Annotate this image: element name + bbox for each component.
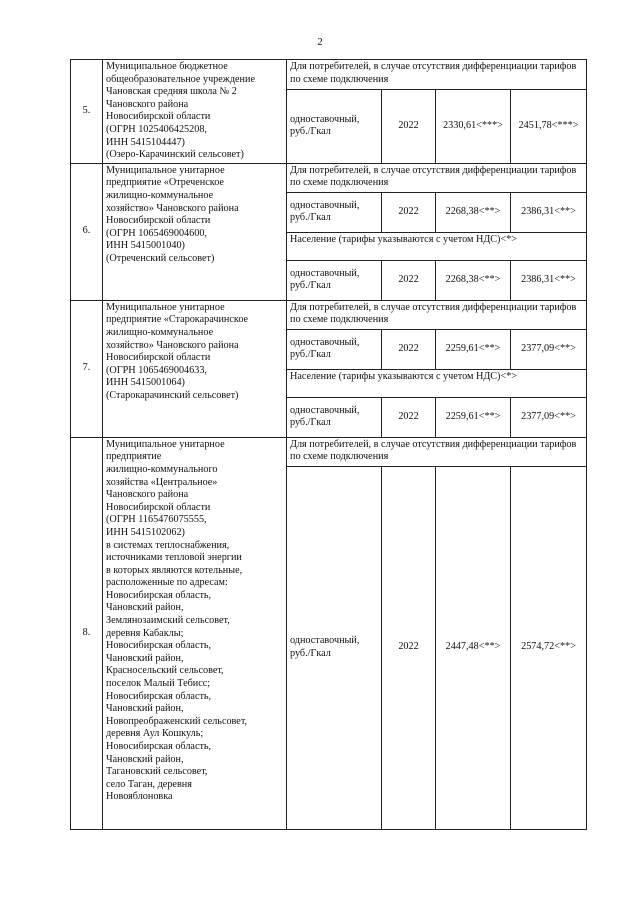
tariff-table (70, 59, 587, 830)
tariff-value-cell: 2259,61<**> (436, 397, 511, 437)
tariff-value-cell: 2574,72<**> (511, 466, 587, 829)
table-row (71, 163, 587, 192)
tariff-value-cell: 2451,78<***> (511, 89, 587, 163)
tariff-value-cell: 2386,31<**> (511, 260, 587, 300)
table-row (71, 300, 587, 329)
tariff-value-cell: 2330,61<***> (436, 89, 511, 163)
organization-cell: Муниципальное унитарное предприятие «Отреченское жилищно-коммунальное хозяйство» Чановского района Новосибирской области (ОГРН 1065469004600, ИНН 5415001040) (Отреченский сельсовет) (103, 163, 287, 300)
tariff-value-cell: 2377,09<**> (511, 329, 587, 369)
tariff-type-cell: одноставочный, руб./Гкал (287, 192, 382, 232)
population-group-cell: Население (тарифы указываются с учетом НДС)<*> (287, 369, 587, 397)
tariff-value-cell: 2386,31<**> (511, 192, 587, 232)
tariff-value-cell: 2377,09<**> (511, 397, 587, 437)
page-number: 2 (317, 36, 323, 48)
table-row (71, 60, 587, 90)
organization-cell: Муниципальное унитарное предприятие «Старокарачинское жилищно-коммунальное хозяйство» Чановского района Новосибирской области (ОГРН 1065469004633, ИНН 5415001064) (Старокарачинский сельсовет) (103, 300, 287, 437)
tariff-type-cell: одноставочный, руб./Гкал (287, 260, 382, 300)
year-cell: 2022 (382, 89, 436, 163)
consumer-group-cell: Для потребителей, в случае отсутствия дифференциации тарифов по схеме подключения (287, 300, 587, 329)
consumer-group-cell: Для потребителей, в случае отсутствия дифференциации тарифов по схеме подключения (287, 60, 587, 90)
year-cell: 2022 (382, 466, 436, 829)
organization-cell: Муниципальное унитарное предприятие жилищно-коммунального хозяйства «Центральное» Чановского района Новосибирской области (ОГРН 1165476075555, ИНН 5415102062) в системах теплоснабжения, источниками тепловой энергии в которых являются котельные, расположенные по адресам: Новосибирская область, Чановский район, Землянозаимский сельсовет, деревня Кабаклы; Новосибирская область, Чановский район, Красносельский сельсовет, поселок Малый Тебисс; Новосибирская область, Чановский район, Новопреображенский сельсовет, деревня Аул Кошкуль; Новосибирская область, Чановский район, Тагановский сельсовет, село Таган, деревня Новояблоновка (103, 437, 287, 829)
table-row (71, 437, 587, 466)
tariff-value-cell: 2447,48<**> (436, 466, 511, 829)
tariff-value-cell: 2268,38<**> (436, 192, 511, 232)
year-cell: 2022 (382, 397, 436, 437)
tariff-value-cell: 2259,61<**> (436, 329, 511, 369)
consumer-group-cell: Для потребителей, в случае отсутствия дифференциации тарифов по схеме подключения (287, 163, 587, 192)
row-number: 8. (71, 437, 103, 829)
population-group-cell: Население (тарифы указываются с учетом НДС)<*> (287, 232, 587, 260)
tariff-type-cell: одноставочный, руб./Гкал (287, 466, 382, 829)
tariff-type-cell: одноставочный, руб./Гкал (287, 397, 382, 437)
tariff-value-cell: 2268,38<**> (436, 260, 511, 300)
year-cell: 2022 (382, 260, 436, 300)
row-number: 5. (71, 60, 103, 164)
tariff-type-cell: одноставочный, руб./Гкал (287, 329, 382, 369)
organization-cell: Муниципальное бюджетное общеобразовательное учреждение Чановская средняя школа № 2 Чановского района Новосибирской области (ОГРН 1025406425208, ИНН 5415104447) (Озеро-Карачинский сельсовет) (103, 60, 287, 164)
year-cell: 2022 (382, 329, 436, 369)
row-number: 6. (71, 163, 103, 300)
row-number: 7. (71, 300, 103, 437)
tariff-type-cell: одноставочный, руб./Гкал (287, 89, 382, 163)
consumer-group-cell: Для потребителей, в случае отсутствия дифференциации тарифов по схеме подключения (287, 437, 587, 466)
year-cell: 2022 (382, 192, 436, 232)
